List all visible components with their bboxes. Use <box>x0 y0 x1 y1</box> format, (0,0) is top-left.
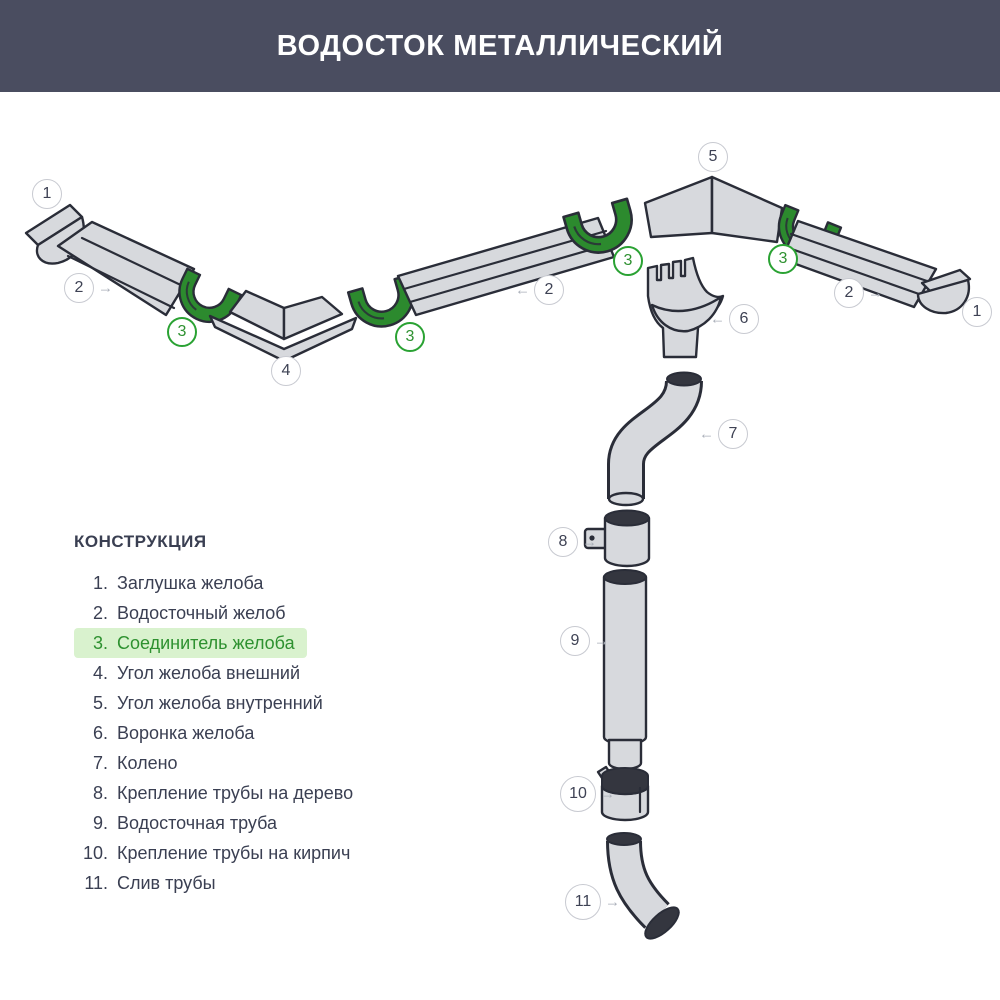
callout-number: 3 <box>395 322 425 352</box>
legend-item-number: 5. <box>92 692 108 713</box>
arrow-right-icon: → <box>582 533 597 551</box>
legend-item <box>74 688 335 718</box>
callout-number: 10 <box>560 776 596 812</box>
callout-number: 11 <box>565 884 601 920</box>
callout-number: 3 <box>167 317 197 347</box>
callout-1 <box>32 179 62 209</box>
legend-item <box>74 808 289 838</box>
callout-number: 2 <box>834 278 864 308</box>
callout-4 <box>271 356 301 386</box>
callout-2 <box>515 275 564 305</box>
legend-item <box>74 778 365 808</box>
arrow-right-icon: → <box>98 279 113 297</box>
arrow-right-icon: → <box>600 785 615 803</box>
callout-number: 9 <box>560 626 590 656</box>
legend-item-label: Водосточный желоб <box>117 602 286 623</box>
callout-number: 3 <box>768 244 798 274</box>
legend-item-number: 4. <box>92 662 108 683</box>
legend-item <box>74 568 275 598</box>
legend-item-number: 11. <box>84 872 108 893</box>
callout-number: 1 <box>32 179 62 209</box>
gutter-funnel-icon <box>648 258 723 357</box>
callout-number: 7 <box>718 419 748 449</box>
callout-3 <box>768 244 798 274</box>
arrow-right-icon: → <box>594 632 609 650</box>
callout-1 <box>962 297 992 327</box>
callout-3 <box>167 317 197 347</box>
legend-item-number: 7. <box>92 752 108 773</box>
callout-number: 1 <box>962 297 992 327</box>
legend-item <box>74 718 266 748</box>
legend-item-number: 8. <box>92 782 108 803</box>
legend-item-number: 10. <box>82 842 108 863</box>
callout-6 <box>710 304 759 334</box>
arrow-right-icon: → <box>605 893 620 911</box>
legend-item-label: Соединитель желоба <box>117 632 295 653</box>
legend-item <box>74 748 190 778</box>
downpipe-icon <box>604 570 646 769</box>
callout-number: 5 <box>698 142 728 172</box>
legend-item-number: 2. <box>92 602 108 623</box>
page-title: ВОДОСТОК МЕТАЛЛИЧЕСКИЙ <box>276 29 724 62</box>
legend-item-label: Крепление трубы на дерево <box>117 782 354 803</box>
callout-number: 2 <box>64 273 94 303</box>
callout-number: 3 <box>613 246 643 276</box>
legend-item-label: Крепление трубы на кирпич <box>117 842 351 863</box>
arrow-left-icon: ← <box>515 281 530 299</box>
legend-item-label: Угол желоба внутренний <box>117 692 323 713</box>
legend-item-number: 1. <box>92 572 108 593</box>
callout-5 <box>698 142 728 172</box>
callout-number: 4 <box>271 356 301 386</box>
legend-list <box>74 568 365 898</box>
legend-item-label: Слив трубы <box>117 872 216 893</box>
legend-item <box>74 628 307 658</box>
legend-item-label: Колено <box>117 752 178 773</box>
legend-item <box>74 598 298 628</box>
arrow-right-icon: → <box>868 284 883 302</box>
gutter-inner-corner-icon <box>645 177 782 242</box>
legend-item-label: Заглушка желоба <box>117 572 264 593</box>
legend-item <box>74 658 312 688</box>
legend-item-label: Воронка желоба <box>117 722 255 743</box>
legend-item-label: Угол желоба внешний <box>117 662 300 683</box>
legend-item-number: 9. <box>92 812 108 833</box>
callout-7 <box>699 419 748 449</box>
callout-number: 8 <box>548 527 578 557</box>
arrow-left-icon: ← <box>699 425 714 443</box>
legend <box>74 532 365 898</box>
callout-3 <box>395 322 425 352</box>
callout-2 <box>834 278 883 308</box>
callout-8 <box>548 527 597 557</box>
callout-10 <box>560 776 615 812</box>
callout-number: 2 <box>534 275 564 305</box>
callout-2 <box>64 273 113 303</box>
arrow-left-icon: ← <box>710 310 725 328</box>
callout-11 <box>565 884 620 920</box>
callout-number: 6 <box>729 304 759 334</box>
legend-item-label: Водосточная труба <box>117 812 278 833</box>
legend-item-number: 3. <box>92 632 108 653</box>
outlet-elbow-icon <box>607 833 684 944</box>
legend-item-number: 6. <box>92 722 108 743</box>
callout-3 <box>613 246 643 276</box>
elbow-pipe-icon <box>609 373 701 506</box>
legend-item <box>74 868 228 898</box>
callout-9 <box>560 626 609 656</box>
legend-title: КОНСТРУКЦИЯ <box>74 532 207 551</box>
legend-item <box>74 838 362 868</box>
